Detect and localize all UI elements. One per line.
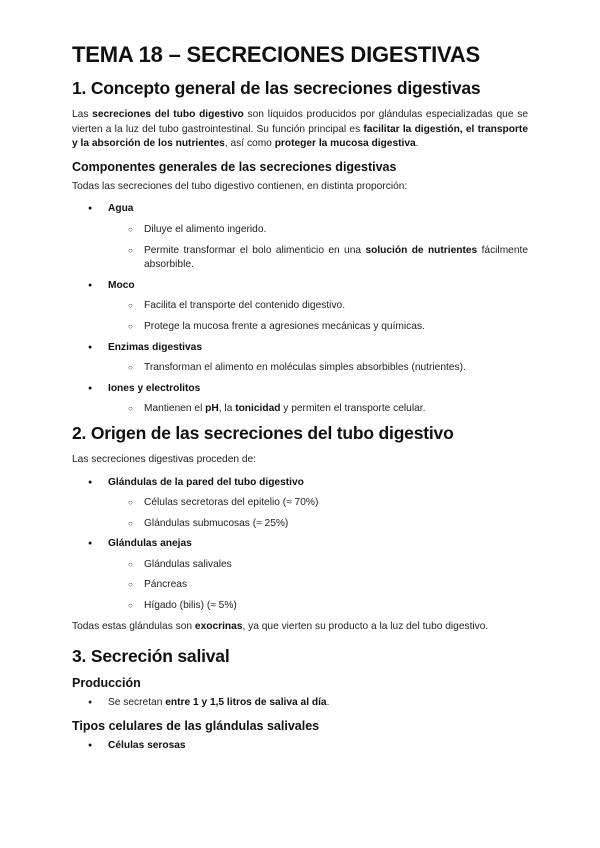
list-item-anejas: ● Glándulas anejas ○ Glándulas salivales ○ Páncreas ○ Hígado (bilis) (≈ 5%): [72, 537, 528, 613]
tipos-list: [72, 739, 528, 754]
document-title: TEMA 18 – SECRECIONES DIGESTIVAS: [72, 42, 481, 67]
section-2-intro: Las secreciones digestivas proceden de:: [72, 453, 257, 465]
section-concepto: [72, 78, 528, 417]
list-subitem: ○ Glándulas salivales: [108, 558, 528, 573]
origen-list: [72, 476, 528, 614]
section-2-outro: Todas estas glándulas son exocrinas, ya que vierten su producto a la luz del tubo digestivo.: [72, 620, 489, 632]
tipos-celulares-heading: Tipos celulares de las glándulas salivales: [72, 718, 320, 733]
list-subitem: ○ Facilita el transporte del contenido digestivo.: [108, 299, 528, 314]
list-subitem: ○ Protege la mucosa frente a agresiones mecánicas y químicas.: [108, 320, 528, 335]
componentes-intro: Todas las secreciones del tubo digestivo contienen, en distinta proporción:: [72, 180, 408, 192]
section-2-heading: 2. Origen de las secreciones del tubo digestivo: [72, 422, 454, 443]
list-item-agua: ● Agua ○ Diluye el alimento ingerido. ○ Permite transformar el bolo alimenticio en una solución de nutrientes fácilmente absorbible.: [72, 202, 528, 272]
list-subitem: ○ Mantienen el pH, la tonicidad y permiten el transporte celular.: [108, 402, 528, 417]
section-origen: [72, 423, 528, 634]
section-3-heading: 3. Secreción salival: [72, 646, 230, 667]
list-subitem: ○ Células secretoras del epitelio (≈ 70%): [108, 496, 528, 511]
componentes-list: [72, 202, 528, 417]
list-item-iones: ● Iones y electrolitos ○ Mantienen el pH, la tonicidad y permiten el transporte celular.: [72, 382, 528, 417]
section-1-heading: 1. Concepto general de las secreciones digestivas: [72, 78, 481, 98]
list-subitem: ○ Transforman el alimento en moléculas simples absorbibles (nutrientes).: [108, 361, 528, 376]
list-item-moco: ● Moco ○ Facilita el transporte del contenido digestivo. ○ Protege la mucosa frente a agresiones mecánicas y químicas.: [72, 279, 528, 335]
produccion-list: [72, 696, 528, 711]
list-subitem: ○ Hígado (bilis) (≈ 5%): [108, 599, 528, 614]
list-item-serosas: ● Células serosas: [72, 739, 528, 754]
section-salival: [72, 646, 528, 753]
section-1-intro: Las secreciones del tubo digestivo son líquidos producidos por glándulas especializadas que se vierten a la luz del tubo gastrointestinal. Su función principal es facilitar la digestión, el transporte y la absorción de los nutrientes, así como proteger la mucosa digestiva.: [72, 109, 528, 150]
list-subitem: ○ Diluye el alimento ingerido.: [108, 223, 528, 238]
list-subitem: ○ Páncreas: [108, 578, 528, 593]
list-subitem: ○ Glándulas submucosas (≈ 25%): [108, 517, 528, 532]
list-item-pared: ● Glándulas de la pared del tubo digestivo ○ Células secretoras del epitelio (≈ 70%) ○ Glándulas submucosas (≈ 25%): [72, 476, 528, 532]
produccion-heading: Producción: [72, 676, 141, 691]
list-item-produccion: ● Se secretan entre 1 y 1,5 litros de saliva al día.: [72, 696, 528, 711]
componentes-heading: Componentes generales de las secreciones digestivas: [72, 159, 397, 174]
list-item-enzimas: ● Enzimas digestivas ○ Transforman el alimento en moléculas simples absorbibles (nutrientes).: [72, 341, 528, 376]
list-subitem: ○ Permite transformar el bolo alimenticio en una solución de nutrientes fácilmente absorbible.: [108, 244, 528, 273]
